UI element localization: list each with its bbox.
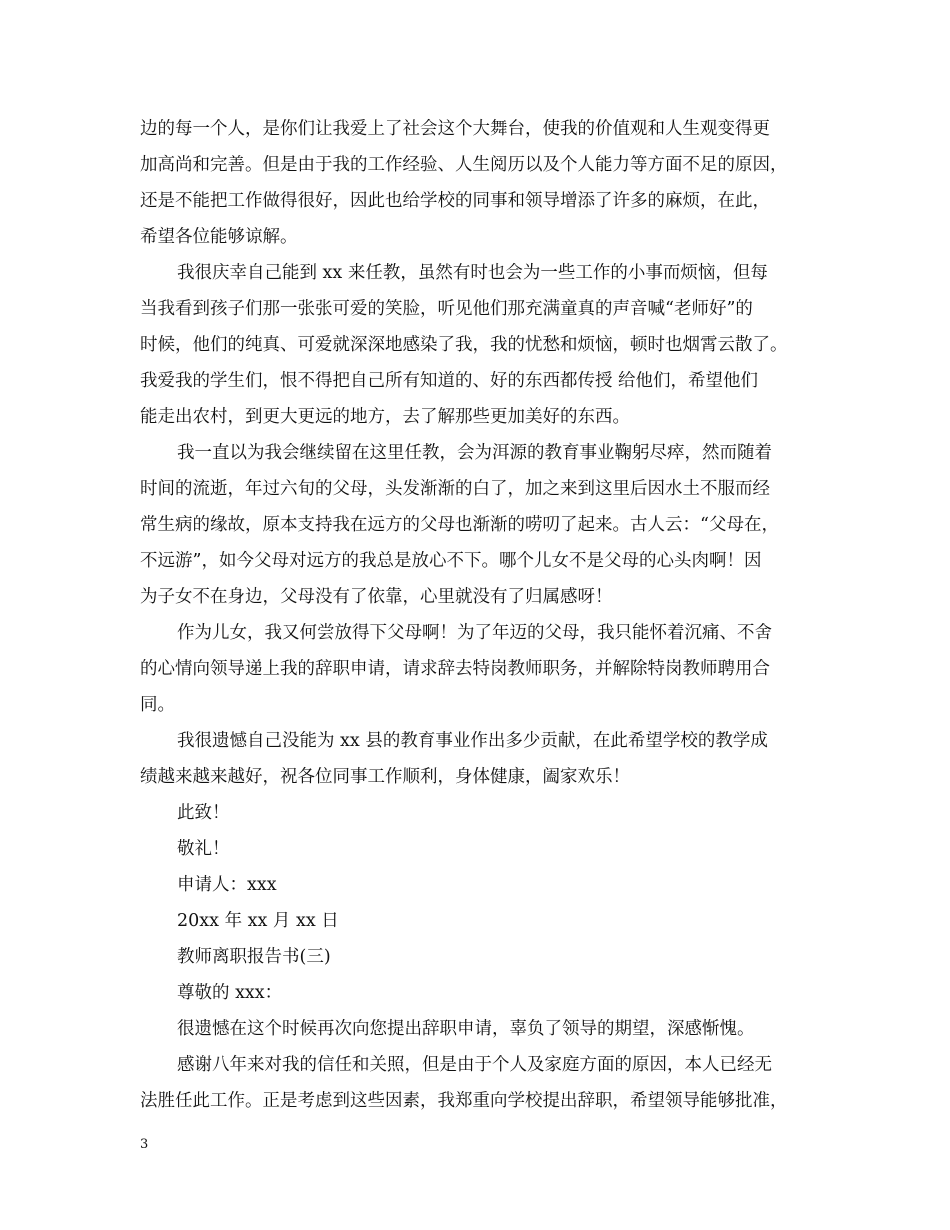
paragraph-start-line: 很遗憾在这个时候再次向您提出辞职申请，辜负了领导的期望，深感惭愧。 (177, 1019, 755, 1039)
salutation-line: 尊敬的 xxx： (177, 983, 283, 1003)
paragraph-start-line: 作为儿女，我又何尝放得下父母啊！为了年迈的父母，我只能怀着沉痛、不舍 (177, 623, 772, 643)
text-line: 我爱我的学生们，恨不得把自己所有知道的、好的东西都传授 给他们，希望他们 (140, 371, 759, 391)
text-line: 为子女不在身边，父母没有了依靠，心里就没有了归属感呀！ (140, 587, 613, 607)
text-line: 同。 (140, 695, 175, 715)
paragraph-start-line: 感谢八年来对我的信任和关照，但是由于个人及家庭方面的原因，本人已经无 (177, 1055, 772, 1075)
paragraph-start-line: 我一直以为我会继续留在这里任教，会为洱源的教育事业鞠躬尽瘁，然而随着 (177, 443, 772, 463)
text-line: 还是不能把工作做得很好，因此也给学校的同事和领导增添了许多的麻烦，在此， (140, 191, 770, 211)
section-title: 教师离职报告书(三) (177, 947, 331, 967)
closing-line: 此致！ (177, 803, 230, 823)
text-line: 希望各位能够谅解。 (140, 227, 298, 247)
signature-line: 申请人：xxx (177, 875, 277, 895)
text-line: 常生病的缘故，原本支持我在远方的父母也渐渐的唠叨了起来。古人云：“父母在， (140, 515, 779, 535)
text-line: 的心情向领导递上我的辞职申请，请求辞去特岗教师职务，并解除特岗教师聘用合 (140, 659, 770, 679)
paragraph-start-line: 我很遗憾自己没能为 xx 县的教育事业作出多少贡献，在此希望学校的教学成 (177, 731, 768, 751)
text-line: 边的每一个人，是你们让我爱上了社会这个大舞台，使我的价值观和人生观变得更 (140, 119, 770, 139)
text-line: 当我看到孩子们那一张张可爱的笑脸，听见他们那充满童真的声音喊“老师好”的 (140, 299, 753, 319)
text-line: 绩越来越来越好，祝各位同事工作顺利，身体健康，阖家欢乐！ (140, 767, 630, 787)
text-line: 加高尚和完善。但是由于我的工作经验、人生阅历以及个人能力等方面不足的原因， (140, 155, 788, 175)
text-line: 时间的流逝，年过六旬的父母，头发渐渐的白了，加之来到这里后因水土不服而经 (140, 479, 770, 499)
text-line: 不远游”，如今父母对远方的我总是放心不下。哪个儿女不是父母的心头肉啊！因 (140, 551, 762, 571)
date-line: 20xx 年 xx 月 xx 日 (177, 911, 339, 931)
text-line: 法胜任此工作。正是考虑到这些因素，我郑重向学校提出辞职，希望领导能够批准， (140, 1091, 788, 1111)
closing-line: 敬礼！ (177, 839, 230, 859)
page-number: 3 (140, 1137, 149, 1152)
text-line: 能走出农村，到更大更远的地方，去了解那些更加美好的东西。 (140, 407, 630, 427)
paragraph-start-line: 我很庆幸自己能到 xx 来任教，虽然有时也会为一些工作的小事而烦恼，但每 (177, 263, 768, 283)
text-line: 时候，他们的纯真、可爱就深深地感染了我，我的忧愁和烦恼，顿时也烟霄云散了。 (140, 335, 788, 355)
